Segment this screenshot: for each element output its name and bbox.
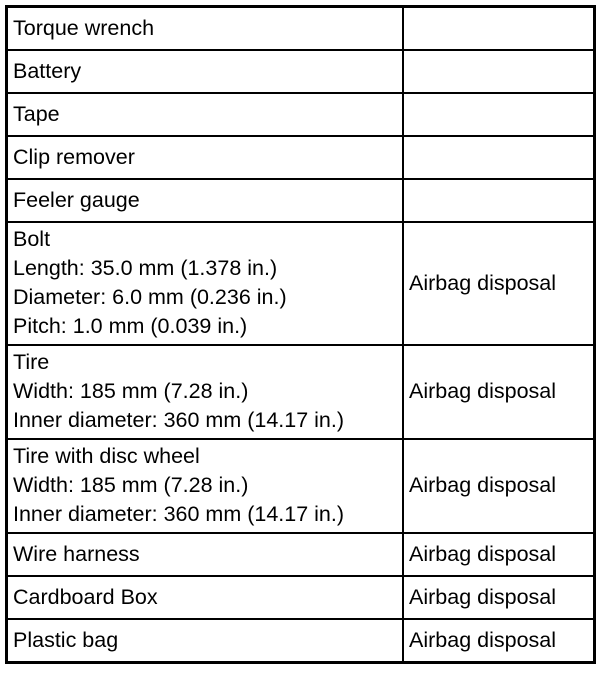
tool-name-cell (7, 179, 404, 222)
tool-name-cell (7, 93, 404, 136)
tool-use-cell: Airbag disposal (403, 222, 595, 345)
tool-use-cell: Airbag disposal (403, 576, 595, 619)
table-row (7, 439, 595, 533)
tool-spec-line: Length: 35.0 mm (1.378 in.) (13, 256, 278, 280)
table-row (7, 222, 595, 345)
tool-spec-line: Inner diameter: 360 mm (14.17 in.) (13, 502, 345, 526)
tool-name-cell (7, 533, 404, 576)
tool-use-cell: Airbag disposal (403, 345, 595, 439)
tool-name: Plastic bag (13, 627, 119, 652)
tool-spec-line: Width: 185 mm (7.28 in.) (13, 473, 249, 497)
tool-name: Tire with disc wheel (13, 444, 200, 468)
tool-name-cell (7, 439, 404, 533)
tool-name-cell (7, 576, 404, 619)
tool-use-cell: Airbag disposal (403, 439, 595, 533)
tool-spec-line: Inner diameter: 360 mm (14.17 in.) (13, 408, 345, 432)
table-row (7, 50, 595, 93)
table-row (7, 7, 595, 51)
table-row (7, 345, 595, 439)
table-row (7, 179, 595, 222)
table-row (7, 136, 595, 179)
tool-name: Tire (13, 350, 50, 374)
table-row (7, 576, 595, 619)
tool-name: Feeler gauge (13, 187, 140, 212)
tool-name-cell (7, 222, 404, 345)
tool-use-cell: Airbag disposal (403, 619, 595, 663)
tool-name-cell (7, 136, 404, 179)
tool-use-cell (403, 136, 595, 179)
tool-spec-line: Pitch: 1.0 mm (0.039 in.) (13, 314, 248, 338)
tool-use-cell (403, 7, 595, 51)
tool-use-cell (403, 93, 595, 136)
tool-name-cell (7, 619, 404, 663)
tool-name: Torque wrench (13, 15, 155, 40)
table-row (7, 619, 595, 663)
tool-name: Tape (13, 101, 60, 126)
tool-use-cell (403, 179, 595, 222)
tool-use-cell (403, 50, 595, 93)
tool-name: Wire harness (13, 541, 140, 566)
tool-name-cell (7, 50, 404, 93)
tool-name: Clip remover (13, 144, 135, 169)
tool-spec-line: Diameter: 6.0 mm (0.236 in.) (13, 285, 287, 309)
tools-table (5, 5, 596, 664)
tool-name-cell (7, 7, 404, 51)
tool-name: Bolt (13, 227, 51, 251)
tool-name: Battery (13, 58, 82, 83)
tool-spec-line: Width: 185 mm (7.28 in.) (13, 379, 249, 403)
tool-name: Cardboard Box (13, 584, 158, 609)
tool-use-cell: Airbag disposal (403, 533, 595, 576)
tool-name-cell (7, 345, 404, 439)
table-row (7, 93, 595, 136)
table-row (7, 533, 595, 576)
